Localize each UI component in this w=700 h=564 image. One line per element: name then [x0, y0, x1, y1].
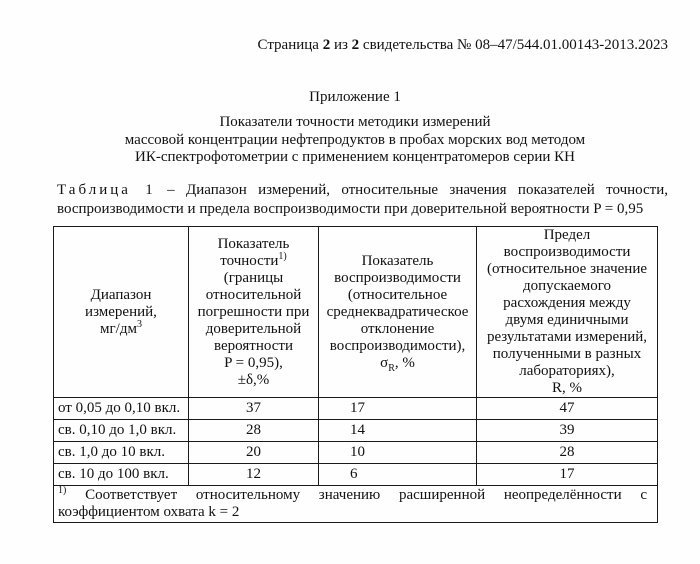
- table-footnote: [54, 486, 658, 523]
- header-line: результатами измерений,: [486, 329, 648, 345]
- title-line: Показатели точности методики измерений: [219, 114, 491, 130]
- footnote-line-2: коэффициентом охвата k = 2: [58, 504, 240, 520]
- reproducibility-cell: 14: [319, 420, 477, 442]
- of-word: из: [333, 37, 348, 53]
- header-line: расхождения между: [503, 295, 631, 311]
- header-line: ±δ,%: [237, 371, 270, 388]
- footnote-text: Соответствует относительному значению расширенной неопределённости с: [85, 487, 648, 503]
- header-line: вероятности: [214, 337, 293, 354]
- header-line: лабораториях),: [519, 363, 615, 379]
- reproducibility-limit-cell: 28: [477, 442, 658, 464]
- header-line: отклонение: [360, 320, 435, 337]
- header-reproducibility: [319, 227, 477, 398]
- header-line: полученными в разных: [492, 346, 642, 362]
- header-line: [57, 318, 185, 338]
- table-caption-line-2: воспроизводимости и предела воспроизводимости при доверительной вероятности P = 0,95: [57, 201, 644, 217]
- sigma-subscript: R: [388, 362, 395, 374]
- footnote-mark: 1): [58, 485, 67, 496]
- header-line: (относительное: [347, 286, 448, 303]
- range-cell: св. 0,10 до 1,0 вкл.: [54, 420, 189, 442]
- accuracy-cell: 37: [189, 398, 319, 420]
- unit-superscript: 3: [136, 318, 142, 330]
- page-header: [258, 36, 668, 54]
- header-line: P = 0,95),: [224, 354, 283, 371]
- accuracy-table: [53, 226, 658, 523]
- table-label: Таблица 1: [57, 182, 156, 198]
- reproducibility-cell: 17: [319, 398, 477, 420]
- header-line: воспроизводимости: [334, 269, 461, 286]
- footnote-line-1: [58, 487, 647, 504]
- header-reproducibility-limit: [477, 227, 658, 398]
- header-line-text: точности: [220, 252, 279, 269]
- header-line: воспроизводимости: [503, 244, 631, 260]
- header-line: Показатель: [217, 235, 290, 252]
- header-line: воспроизводимости),: [329, 337, 466, 354]
- range-cell: св. 1,0 до 10 вкл.: [54, 442, 189, 464]
- header-line: Диапазон: [90, 286, 152, 303]
- header-line: Показатель: [361, 252, 434, 269]
- header-line: допускаемого: [523, 278, 611, 294]
- certificate-number: свидетельства № 08–47/544.01.00143-2013.2023: [362, 37, 668, 53]
- title-line: массовой концентрации нефтепродуктов в пробах морских вод методом: [124, 131, 586, 148]
- range-cell: св. 10 до 100 вкл.: [54, 464, 189, 486]
- accuracy-cell: 20: [189, 442, 319, 464]
- header-line: двумя единичными: [505, 312, 629, 328]
- document-title: [53, 114, 657, 167]
- header-line: доверительной: [205, 320, 302, 337]
- reproducibility-limit-cell: 47: [477, 398, 658, 420]
- table-caption-text: – Диапазон измерений, относительные значения показателей точности,: [167, 182, 669, 198]
- reproducibility-limit-cell: 17: [477, 464, 658, 486]
- symbol-suffix: , %: [394, 354, 415, 371]
- reproducibility-cell: 10: [319, 442, 477, 464]
- header-line: погрешности при: [197, 303, 310, 320]
- table-caption: [57, 181, 668, 219]
- page-word: Страница: [257, 37, 319, 53]
- table-caption-line-1: [57, 181, 668, 200]
- header-line: Предел: [543, 227, 591, 243]
- header-line: относительной: [205, 286, 302, 303]
- header-accuracy: [189, 227, 319, 398]
- reproducibility-cell: 6: [319, 464, 477, 486]
- page-number: 2: [322, 37, 331, 53]
- table-header-row: [54, 227, 658, 398]
- table-row: [54, 442, 658, 464]
- sigma-symbol: σ: [380, 354, 389, 371]
- header-line: среднеквадратическое: [326, 303, 469, 320]
- header-line: (границы: [223, 269, 284, 286]
- header-range: [54, 227, 189, 398]
- header-line: (относительное значение: [486, 261, 648, 277]
- table-row: [54, 420, 658, 442]
- accuracy-cell: 12: [189, 464, 319, 486]
- header-line: R, %: [552, 380, 582, 396]
- footnote-mark: 1): [278, 250, 287, 262]
- unit-text: мг/дм: [100, 320, 137, 337]
- header-line: [322, 355, 473, 372]
- range-cell: от 0,05 до 0,10 вкл.: [54, 398, 189, 420]
- reproducibility-limit-cell: 39: [477, 420, 658, 442]
- table-footnote-row: [54, 486, 658, 523]
- table-row: [54, 464, 658, 486]
- accuracy-cell: 28: [189, 420, 319, 442]
- table-row: [54, 398, 658, 420]
- title-line: ИК-спектрофотометрии с применением концентратомеров серии КН: [134, 149, 575, 165]
- header-line: измерений,: [85, 303, 157, 320]
- header-line: [192, 250, 315, 270]
- page-total: 2: [351, 37, 360, 53]
- appendix-label: Приложение 1: [309, 89, 401, 105]
